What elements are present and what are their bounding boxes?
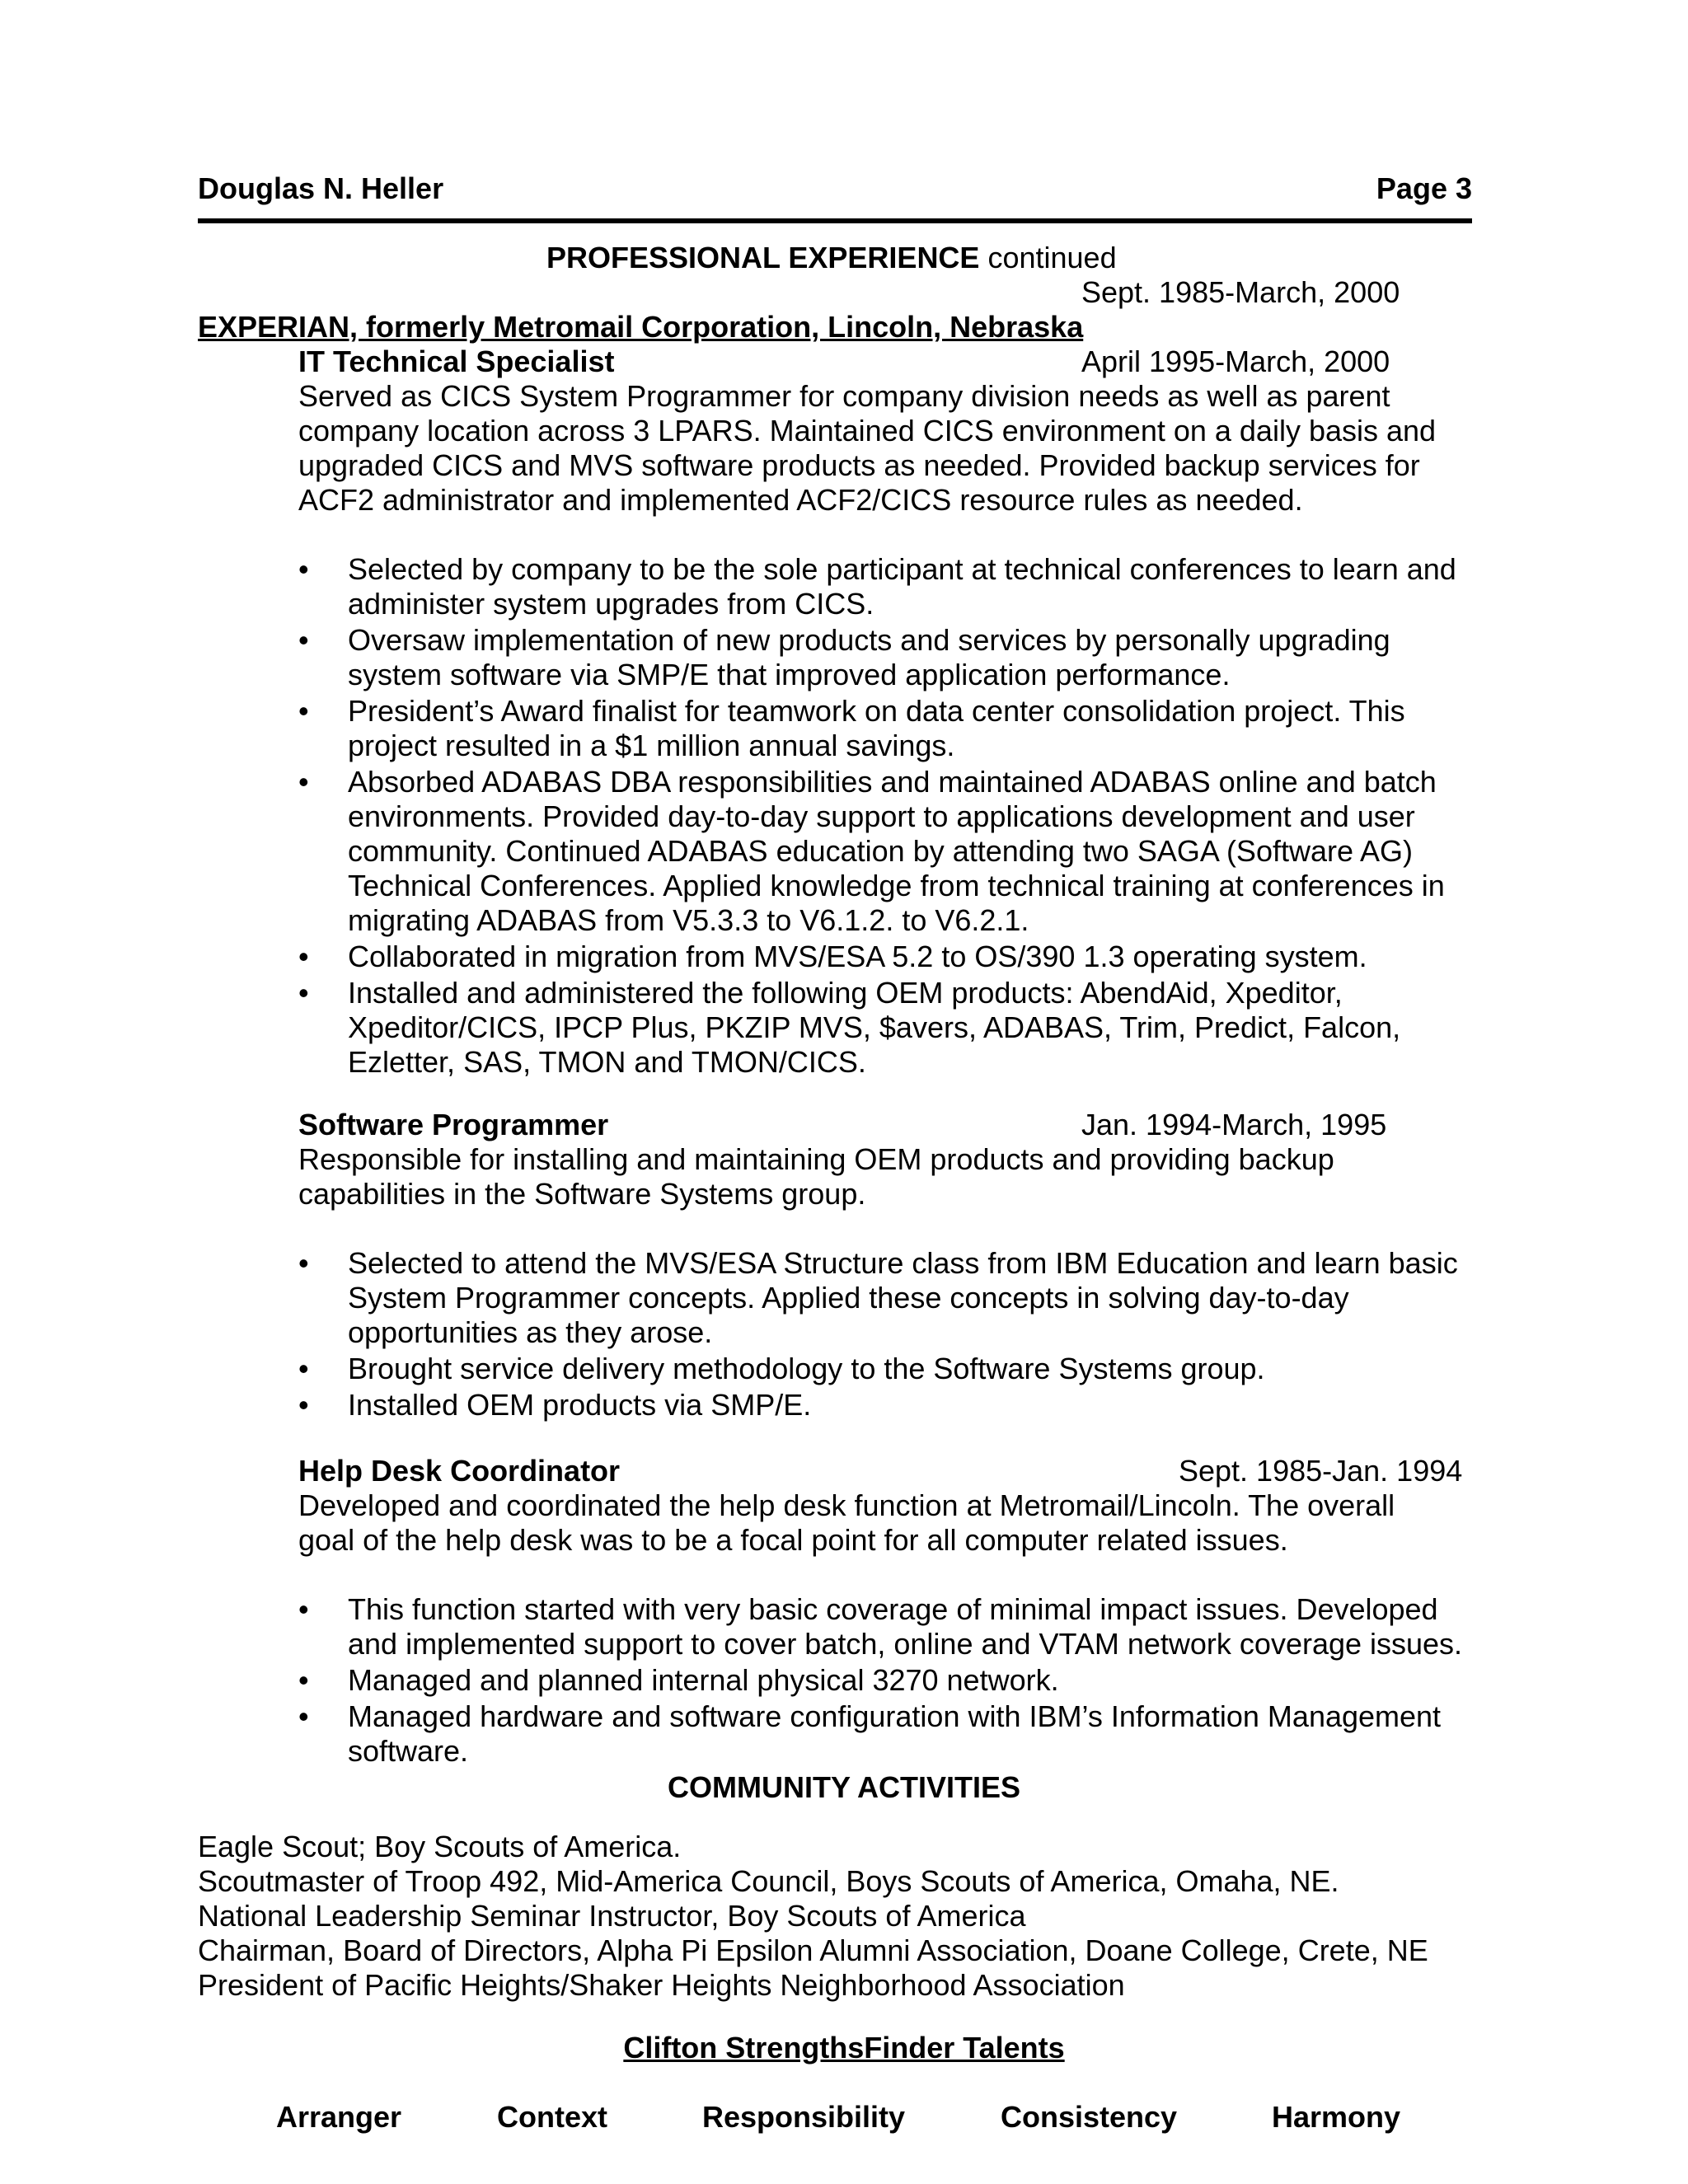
role-description: Developed and coordinated the help desk function at Metromail/Lincoln. The overall goal of the help desk was to be a focal point for all computer related issues.	[298, 1488, 1395, 1557]
list-item: • This function started with very basic coverage of minimal impact issues. Developed and implemented support to cover batch, online and VTAM network coverage issues.	[298, 1592, 1463, 1661]
role-dates: Sept. 1985-Jan. 1994	[1179, 1454, 1463, 1488]
talent-item: Arranger	[276, 2100, 402, 2134]
bullet-icon: •	[298, 1388, 309, 1422]
section-title-main: PROFESSIONAL EXPERIENCE	[546, 241, 980, 274]
community-item: Scoutmaster of Troop 492, Mid-America Council, Boys Scouts of America, Omaha, NE.	[198, 1864, 1339, 1898]
list-item: • Managed and planned internal physical 3270 network.	[298, 1663, 1059, 1697]
bullet-icon: •	[298, 1663, 309, 1697]
section-title-suffix: continued	[979, 241, 1117, 274]
role-description: Responsible for installing and maintaining OEM products and providing backup capabilities in the Software Systems group.	[298, 1142, 1334, 1211]
bullet-icon: •	[298, 694, 309, 728]
community-title: COMMUNITY ACTIVITIES	[667, 1770, 1020, 1804]
role-title: Help Desk Coordinator	[298, 1454, 621, 1488]
bullet-icon: •	[298, 1246, 309, 1280]
strengths-title: Clifton StrengthsFinder Talents	[623, 2031, 1065, 2064]
bullet-icon: •	[298, 1699, 309, 1733]
list-item: • President’s Award finalist for teamwork on data center consolidation project. This project resulted in a $1 million annual savings.	[298, 694, 1405, 762]
bullet-icon: •	[298, 552, 309, 586]
company-name: EXPERIAN, formerly Metromail Corporation, Lincoln, Nebraska	[198, 310, 1084, 344]
community-item: President of Pacific Heights/Shaker Heights Neighborhood Association	[198, 1968, 1125, 2002]
role-dates: April 1995-March, 2000	[1081, 344, 1390, 378]
list-item: • Absorbed ADABAS DBA responsibilities and maintained ADABAS online and batch environments. Provided day-to-day support to applications development and user community. Continued ADABAS education by attending two SAGA (Software AG) Technical Conferences. Applied knowledge from technical training at conferences in migrating ADABAS from V5.3.3 to V6.1.2. to V6.2.1.	[298, 765, 1445, 937]
list-item: • Managed hardware and software configuration with IBM’s Information Management software.	[298, 1699, 1442, 1768]
talent-item: Context	[497, 2100, 607, 2134]
role-bullets	[298, 552, 1485, 1081]
list-item: • Selected to attend the MVS/ESA Structure class from IBM Education and learn basic System Programmer concepts. Applied these concepts in solving day-to-day opportunities as they arose.	[298, 1246, 1458, 1349]
header-divider	[198, 218, 1472, 223]
role-bullets	[298, 1592, 1485, 1770]
community-item: Eagle Scout; Boy Scouts of America.	[198, 1830, 682, 1863]
talent-item: Harmony	[1272, 2100, 1401, 2134]
list-item: • Oversaw implementation of new products and services by personally upgrading system software via SMP/E that improved application performance.	[298, 623, 1390, 691]
role-description: Served as CICS System Programmer for company division needs as well as parent company location across 3 LPARS. Maintained CICS environment on a daily basis and upgraded CICS and MVS software products as needed. Provided backup services for ACF2 administrator and implemented ACF2/CICS resource rules as needed.	[298, 379, 1437, 517]
list-item: • Collaborated in migration from MVS/ESA 5.2 to OS/390 1.3 operating system.	[298, 940, 1367, 973]
bullet-icon: •	[298, 765, 309, 799]
talent-item: Consistency	[1001, 2100, 1178, 2134]
list-item: • Installed OEM products via SMP/E.	[298, 1388, 812, 1422]
bullet-icon: •	[298, 940, 309, 973]
talent-item: Responsibility	[702, 2100, 906, 2134]
role-title: IT Technical Specialist	[298, 344, 615, 378]
role-dates: Jan. 1994-March, 1995	[1081, 1108, 1387, 1141]
role-title: Software Programmer	[298, 1108, 609, 1141]
list-item: • Selected by company to be the sole participant at technical conferences to learn and administer system upgrades from CICS.	[298, 552, 1456, 621]
section-title	[546, 241, 1117, 275]
role-bullets	[298, 1246, 1485, 1424]
community-item: Chairman, Board of Directors, Alpha Pi Epsilon Alumni Association, Doane College, Crete, NE	[198, 1933, 1428, 1967]
company-dates: Sept. 1985-March, 2000	[1081, 275, 1400, 309]
list-item: • Brought service delivery methodology to the Software Systems group.	[298, 1352, 1265, 1385]
bullet-icon: •	[298, 1352, 309, 1385]
bullet-icon: •	[298, 1592, 309, 1626]
header-page-number: Page 3	[1376, 171, 1472, 205]
bullet-icon: •	[298, 976, 309, 1010]
bullet-icon: •	[298, 623, 309, 657]
community-item: National Leadership Seminar Instructor, Boy Scouts of America	[198, 1899, 1026, 1933]
header-name: Douglas N. Heller	[198, 171, 444, 205]
list-item: • Installed and administered the following OEM products: AbendAid, Xpeditor, Xpeditor/CICS, IPCP Plus, PKZIP MVS, $avers, ADABAS, Trim, Predict, Falcon, Ezletter, SAS, TMON and TMON/CICS.	[298, 976, 1401, 1079]
